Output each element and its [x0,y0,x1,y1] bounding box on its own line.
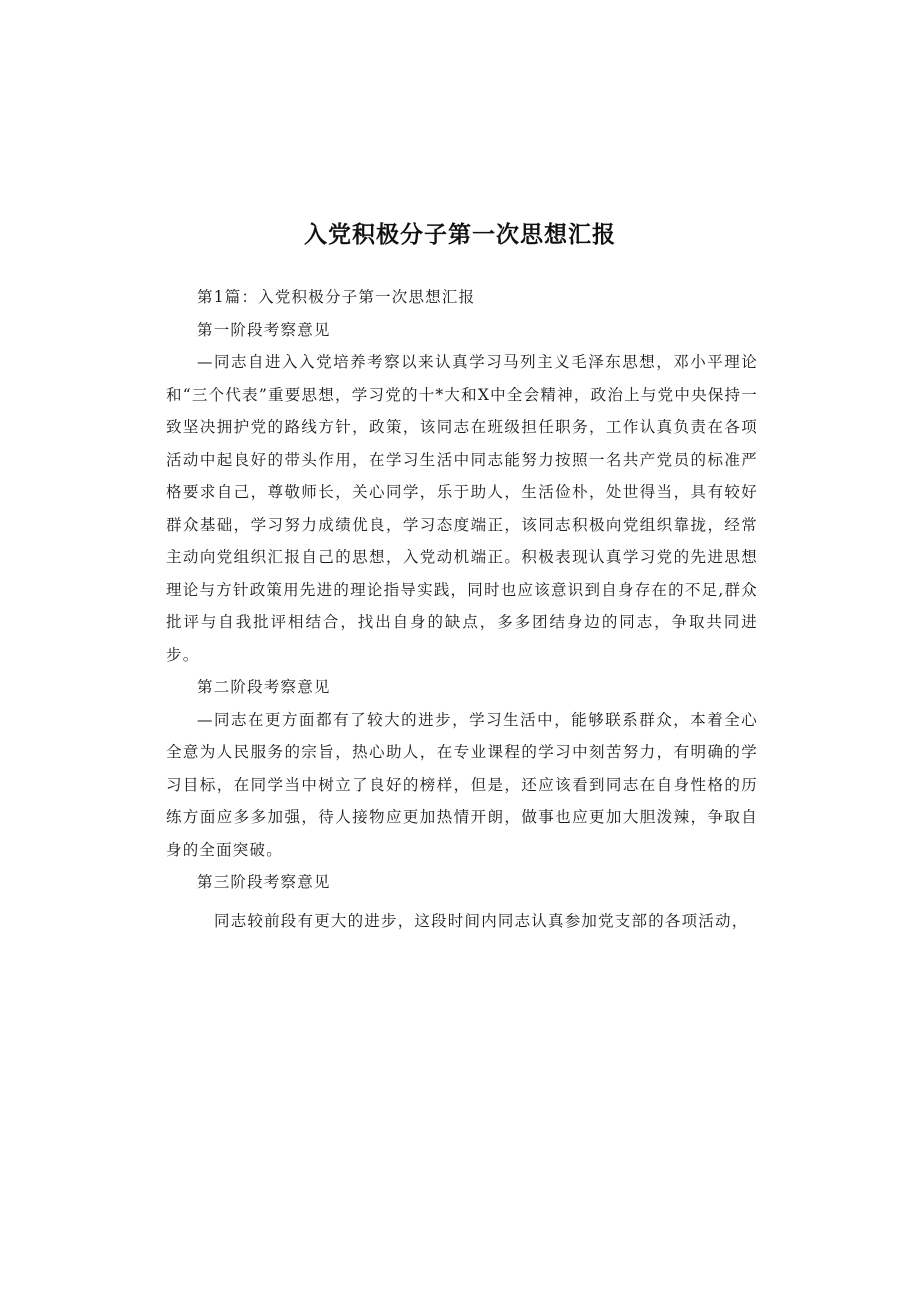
stage3-paragraph: 同志较前段有更大的进步，这段时间内同志认真参加党支部的各项活动， [214,911,749,930]
stage1-heading: 第一阶段考察意见 [197,320,331,339]
page-title: 入党积极分子第一次思想汇报 [304,222,616,248]
stage1-paragraph: —同志自进入入党培养考察以来认真学习马列主义毛泽东思想，邓小平理论和“三个代表”重要思想，学习党的十*大和X中全会精神，政治上与党中央保持一致坚决拥护党的路线方针，政策，该同志在班级担任职务，工作认真负责在各项活动中起良好的带头作用，在学习生活中同志能努力按照一名共产党员的标准严格要求自己，尊敬师长，关心同学，乐于助人，生活俭朴，处世得当，具有较好群众基础，学习努力成绩优良，学习态度端正，该同志积极向党组织靠拢，经常主动向党组织汇报自己的思想，入党动机端正。积极表现认真学习党的先进思想理论与方针政策用先进的理论指导实践，同时也应该意识到自身存在的不足,群众批评与自我批评相结合，找出自身的缺点，多多团结身边的同志，争取共同进步。 [166,353,758,664]
stage2-paragraph: —同志在更方面都有了较大的进步，学习生活中，能够联系群众，本着全心全意为人民服务的宗旨，热心助人，在专业课程的学习中刻苦努力，有明确的学习目标，在同学当中树立了良好的榜样，但是，还应该看到同志在自身性格的历练方面应多多加强，待人接物应更加热情开朗，做事也应更加大胆泼辣，争取自身的全面突破。 [166,710,758,859]
document-body [166,281,758,937]
section-subtitle: 第1篇：入党积极分子第一次思想汇报 [197,288,476,306]
stage2-heading: 第二阶段考察意见 [197,678,331,696]
stage3-heading: 第三阶段考察意见 [197,873,331,891]
